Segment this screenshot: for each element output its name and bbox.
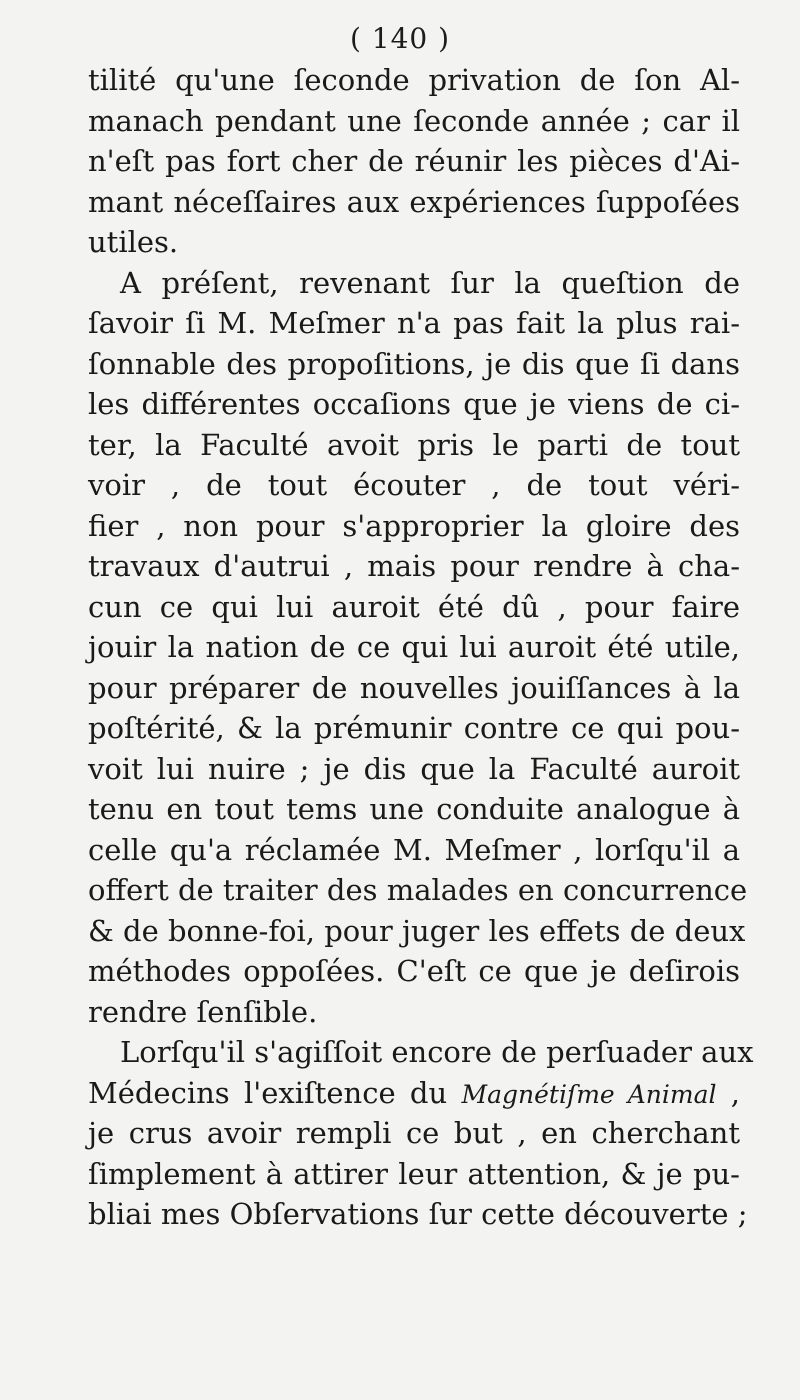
text-line: manach pendant une ſeconde année ; car il bbox=[88, 103, 740, 138]
text-line: & de bonne-foi, pour juger les effets de deux bbox=[88, 913, 746, 948]
text-line: voit lui nuire ; je dis que la Faculté auroit bbox=[88, 751, 740, 786]
text-line: les différentes occaſions que je viens de ci- bbox=[88, 387, 740, 421]
text-line: ſavoir ſi M. Meſmer n'a pas fait la plus rai- bbox=[88, 306, 740, 340]
text-line: ſonnable des propoſitions, je dis que ſi dans bbox=[88, 346, 740, 381]
text-line: bliai mes Obſervations ſur cette découverte ; bbox=[88, 1197, 748, 1231]
text-segment: , bbox=[716, 1075, 741, 1110]
text-line-with-italic bbox=[88, 1073, 740, 1114]
text-line: mant néceſſaires aux expériences ſuppoſées bbox=[88, 184, 740, 219]
text-line: ſimplement à attirer leur attention, & je pu- bbox=[88, 1156, 740, 1191]
text-line: jouir la nation de ce qui lui auroit été utile, bbox=[88, 630, 740, 664]
page-number: ( 140 ) bbox=[349, 22, 451, 55]
text-line: rendre ſenſible. bbox=[88, 994, 318, 1029]
text-line: tilité qu'une ſeconde privation de ſon Al- bbox=[88, 63, 740, 97]
text-line: pour préparer de nouvelles jouiſſances à la bbox=[88, 670, 740, 705]
italic-term: Magnétiſme Animal bbox=[461, 1079, 717, 1109]
text-line: ter, la Faculté avoit pris le parti de tout bbox=[88, 427, 740, 462]
text-line: méthodes oppoſées. C'eſt ce que je deſirois bbox=[88, 954, 740, 988]
text-line: voir , de tout écouter , de tout véri- bbox=[88, 468, 740, 502]
text-line: je crus avoir rempli ce but , en cherchant bbox=[88, 1116, 740, 1150]
text-line: Lorſqu'il s'agiſſoit encore de perſuader aux bbox=[120, 1035, 754, 1069]
text-segment: Médecins l'exiſtence du bbox=[88, 1075, 448, 1110]
text-line: poſtérité, & la prémunir contre ce qui pou- bbox=[88, 711, 740, 745]
text-line: n'eſt pas fort cher de réunir les pièces d'Ai- bbox=[88, 144, 740, 178]
text-line: utiles. bbox=[88, 225, 179, 259]
body-text bbox=[88, 60, 754, 1235]
text-line: travaux d'autrui , mais pour rendre à cha- bbox=[88, 549, 740, 583]
text-line: offert de traiter des malades en concurrence bbox=[88, 873, 748, 907]
text-line: fier , non pour s'approprier la gloire des bbox=[88, 508, 740, 543]
text-line: cun ce qui lui auroit été dû , pour faire bbox=[88, 589, 740, 624]
text-line: tenu en tout tems une conduite analogue à bbox=[88, 792, 740, 826]
text-line: A préſent, revenant ſur la queſtion de bbox=[120, 265, 740, 300]
text-line: celle qu'a réclamée M. Meſmer , lorſqu'il a bbox=[88, 832, 740, 867]
